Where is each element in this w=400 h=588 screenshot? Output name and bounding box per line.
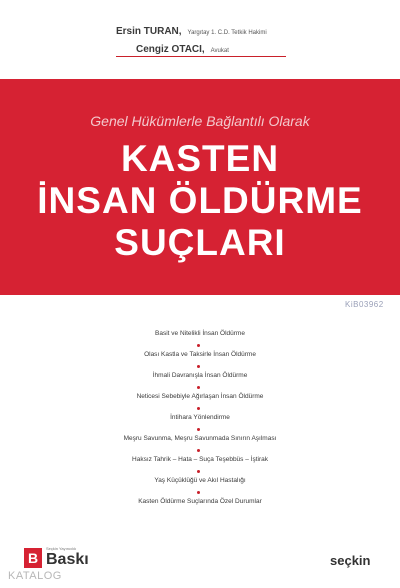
author-1 xyxy=(116,26,267,37)
publisher-small-text: Seçkin Yayıncılık xyxy=(46,546,77,551)
topic-item: Meşru Savunma, Meşru Savunmada Sınırın Aşılması xyxy=(123,435,277,442)
author-2-title: Avukat xyxy=(210,48,229,54)
author-1-name: Ersin TURAN, xyxy=(116,26,182,37)
bullet-icon xyxy=(197,491,200,494)
topic-item: Haksız Tahrik – Hata – Suça Teşebbüs – İştirak xyxy=(132,456,268,463)
publisher-name: Baskı xyxy=(46,551,89,568)
catalog-watermark: KiB03962 xyxy=(345,300,384,309)
bullet-icon xyxy=(197,449,200,452)
topic-item: Basit ve Nitelikli İnsan Öldürme xyxy=(155,330,245,337)
topic-item: İhmali Davranışla İnsan Öldürme xyxy=(152,372,248,379)
bullet-icon xyxy=(197,365,200,368)
bullet-icon xyxy=(197,407,200,410)
book-subtitle: Genel Hükümlerle Bağlantılı Olarak xyxy=(90,113,310,129)
baski-logo-icon: B xyxy=(24,548,42,568)
topic-item: Neticesi Sebebiyle Ağırlaşan İnsan Öldürme xyxy=(136,393,264,400)
book-title-line-3: SUÇLARI xyxy=(114,222,286,263)
bullet-icon xyxy=(197,470,200,473)
topic-item: İntihara Yönlendirme xyxy=(170,414,230,421)
author-2 xyxy=(136,44,229,55)
topic-item: Yaş Küçüklüğü ve Akıl Hastalığı xyxy=(154,477,246,484)
topic-item: Olası Kastla ve Taksirle İnsan Öldürme xyxy=(144,351,256,358)
book-title-line-1: KASTEN xyxy=(120,138,280,179)
bullet-icon xyxy=(197,386,200,389)
author-1-title: Yargıtay 1. C.D. Tetkik Hakimi xyxy=(187,30,267,36)
bullet-icon xyxy=(197,428,200,431)
topic-item: Kasten Öldürme Suçlarında Özel Durumlar xyxy=(138,498,262,505)
footer-watermark: KATALOG xyxy=(8,570,62,582)
author-divider xyxy=(116,56,286,57)
bullet-icon xyxy=(197,344,200,347)
publisher-logo-right: seçkin xyxy=(330,553,371,568)
book-title-line-2: İNSAN ÖLDÜRME xyxy=(37,180,363,221)
author-2-name: Cengiz OTACI, xyxy=(136,44,205,55)
